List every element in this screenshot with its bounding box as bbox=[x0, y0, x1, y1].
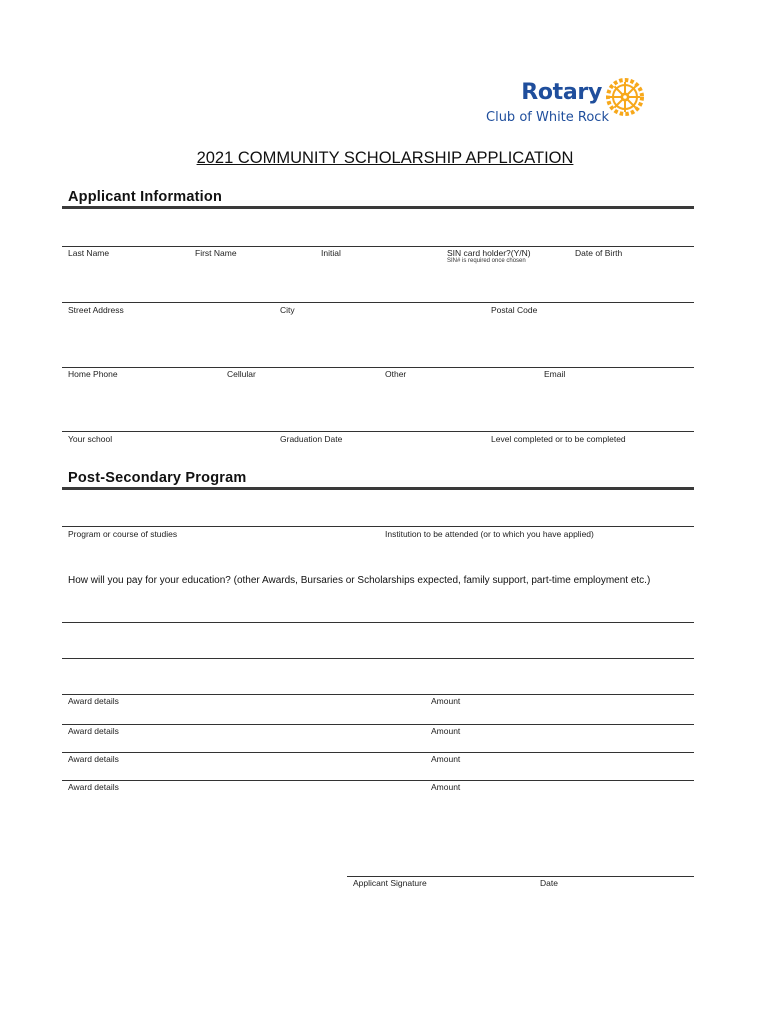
section-divider bbox=[62, 206, 694, 209]
award-line-4[interactable] bbox=[62, 780, 694, 781]
level-completed-label: Level completed or to be completed bbox=[491, 434, 626, 444]
funding-question: How will you pay for your education? (other Awards, Bursaries or Scholarships expected, family support, part-time employment etc.) bbox=[68, 575, 651, 586]
award-details-label: Award details bbox=[68, 726, 119, 736]
email-label: Email bbox=[544, 369, 566, 379]
answer-line-2[interactable] bbox=[62, 658, 694, 659]
award-details-label: Award details bbox=[68, 696, 119, 706]
signature-date-label: Date bbox=[540, 878, 558, 888]
applicant-signature-label: Applicant Signature bbox=[353, 878, 427, 888]
program-section-heading: Post-Secondary Program bbox=[68, 470, 247, 486]
institution-label: Institution to be attended (or to which you have applied) bbox=[385, 529, 594, 539]
rotary-logo bbox=[484, 74, 649, 130]
rotary-wheel-icon bbox=[604, 76, 646, 118]
cellular-label: Cellular bbox=[227, 369, 256, 379]
field-line-row2[interactable] bbox=[62, 302, 694, 303]
initial-label: Initial bbox=[321, 248, 341, 258]
city-label: City bbox=[280, 305, 295, 315]
your-school-label: Your school bbox=[68, 434, 113, 444]
sin-holder-label: SIN card holder?(Y/N) bbox=[447, 248, 531, 258]
signature-line[interactable] bbox=[347, 876, 694, 877]
home-phone-label: Home Phone bbox=[68, 369, 118, 379]
sin-note: SIN# is required once chosen bbox=[447, 258, 526, 264]
field-line-row3[interactable] bbox=[62, 367, 694, 368]
first-name-label: First Name bbox=[195, 248, 237, 258]
award-line-3[interactable] bbox=[62, 752, 694, 753]
award-amount-label: Amount bbox=[431, 726, 461, 736]
award-amount-label: Amount bbox=[431, 754, 461, 764]
award-line-1[interactable] bbox=[62, 694, 694, 695]
graduation-date-label: Graduation Date bbox=[280, 434, 343, 444]
answer-line-1[interactable] bbox=[62, 622, 694, 623]
award-line-2[interactable] bbox=[62, 724, 694, 725]
program-label: Program or course of studies bbox=[68, 529, 178, 539]
award-details-label: Award details bbox=[68, 782, 119, 792]
street-address-label: Street Address bbox=[68, 305, 124, 315]
field-line-row1[interactable] bbox=[62, 246, 694, 247]
award-amount-label: Amount bbox=[431, 782, 461, 792]
postal-code-label: Postal Code bbox=[491, 305, 538, 315]
logo-brand-text: Rotary bbox=[521, 80, 602, 105]
award-amount-label: Amount bbox=[431, 696, 461, 706]
field-line-program[interactable] bbox=[62, 526, 694, 527]
logo-club-text: Club of White Rock bbox=[486, 110, 609, 125]
last-name-label: Last Name bbox=[68, 248, 110, 258]
section-divider bbox=[62, 487, 694, 490]
award-details-label: Award details bbox=[68, 754, 119, 764]
date-of-birth-label: Date of Birth bbox=[575, 248, 623, 258]
applicant-section-heading: Applicant Information bbox=[68, 189, 223, 205]
other-phone-label: Other bbox=[385, 369, 407, 379]
document-title: 2021 COMMUNITY SCHOLARSHIP APPLICATION bbox=[196, 149, 574, 167]
field-line-row4[interactable] bbox=[62, 431, 694, 432]
